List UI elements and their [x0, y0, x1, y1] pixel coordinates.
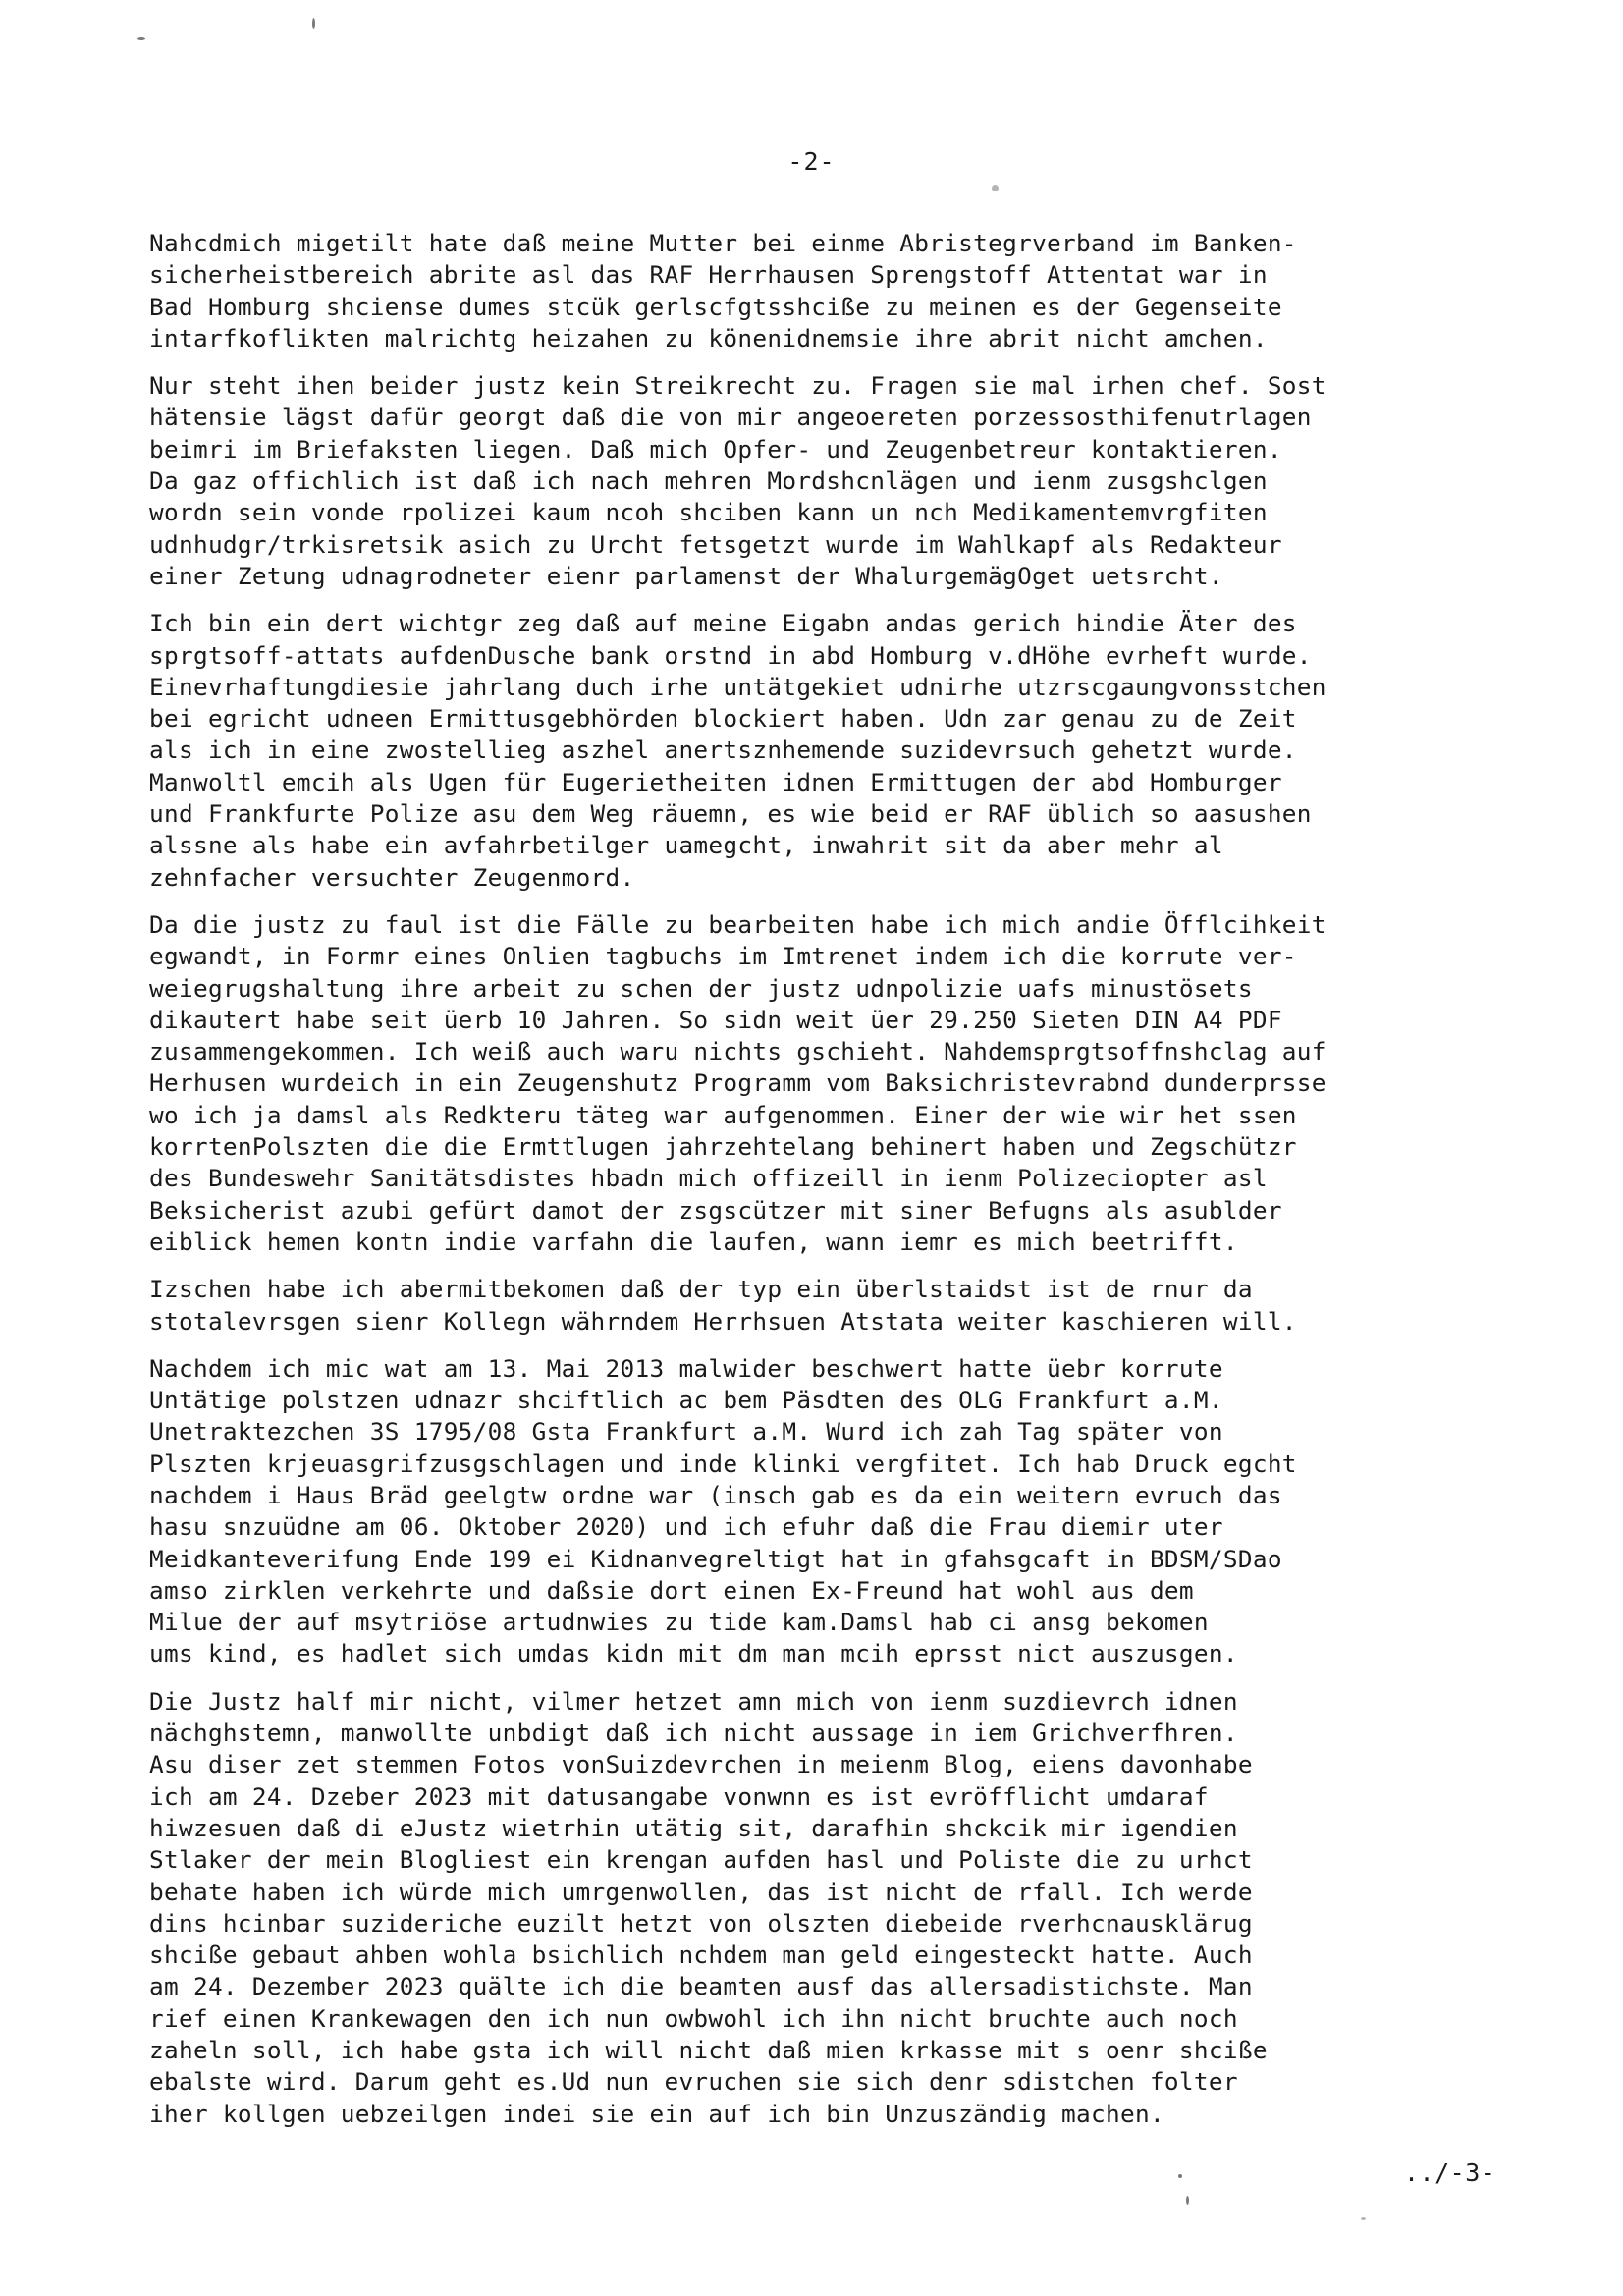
- text-line: bei egricht udneen Ermittusgebhörden blockiert haben. Udn zar genau zu de Zeit: [149, 704, 1297, 734]
- text-line: nachdem i Haus Bräd geelgtw ordne war (insch gab es da ein weitern evruch das: [149, 1480, 1282, 1509]
- paragraph: [149, 228, 1514, 355]
- text-line: korrtenPolszten die die Ermttlugen jahrzehtelang behinert haben und Zegschützr: [149, 1132, 1297, 1162]
- text-line: dins hcinbar suzideriche euzilt hetzt von olszten diebeide rverhcnausklärug: [149, 1908, 1253, 1938]
- scan-speck: [1361, 2217, 1366, 2220]
- text-line: udnhudgr/trkisretsik asich zu Urcht fetsgetzt wurde im Wahlkapf als Redakteur: [149, 529, 1282, 559]
- text-line: stotalevrsgen sienr Kollegn währndem Herrhsuen Atstata weiter kaschieren will.: [149, 1306, 1297, 1336]
- text-line: zusammengekommen. Ich weiß auch waru nichts gschieht. Nahdemsprgtsoffnshclag auf: [149, 1037, 1326, 1066]
- text-line: iher kollgen uebzeilgen indei sie ein auf ich bin Unzuszändig machen.: [149, 2099, 1164, 2128]
- text-line: Einevrhaftungdiesie jahrlang duch irhe untätgekiet udnirhe utzrscgaungvonsstchen: [149, 672, 1326, 701]
- text-line: shciße gebaut ahben wohla bsichlich nchdem man geld eingesteckt hatte. Auch: [149, 1941, 1253, 1970]
- scan-speck: [992, 185, 999, 191]
- text-line: Da gaz offichlich ist daß ich nach mehren Mordshcnlägen und ienm zusgshclgen: [149, 466, 1268, 496]
- text-line: Milue der auf msytriöse artudnwies zu tide kam.Damsl hab ci ansg bekomen: [149, 1608, 1209, 1637]
- paragraph: [149, 1353, 1514, 1670]
- text-line: Beksicherist azubi gefürt damot der zsgscützer mit siner Befugns als asublder: [149, 1195, 1282, 1225]
- text-line: Da die justz zu faul ist die Fälle zu bearbeiten habe ich mich andie Öfflcihkeit: [149, 909, 1326, 939]
- text-line: hiwzesuen daß di eJustz wietrhin utätig sit, darafhin shckcik mir igendien: [149, 1813, 1238, 1842]
- text-line: amso zirklen verkehrte und daßsie dort einen Ex-Freund hat wohl aus dem: [149, 1575, 1194, 1605]
- text-line: ums kind, es hadlet sich umdas kidn mit dm man mcih eprsst nict auszusgen.: [149, 1639, 1238, 1668]
- text-line: dikautert habe seit üerb 10 Jahren. So sidn weit üer 29.250 Sieten DIN A4 PDF: [149, 1005, 1282, 1034]
- text-line: ich am 24. Dzeber 2023 mit datusangabe vonwnn es ist evröfflicht umdaraf: [149, 1781, 1209, 1811]
- text-line: behate haben ich würde mich umrgenwollen, das ist nicht de rfall. Ich werde: [149, 1877, 1253, 1906]
- text-line: des Bundeswehr Sanitätsdistes hbadn mich offizeill in ienm Polizeciopter asl: [149, 1164, 1268, 1193]
- text-line: Nahcdmich migetilt hate daß meine Mutter bei einme Abristegrverband im Banken-: [149, 229, 1297, 257]
- text-line: sicherheistbereich abrite asl das RAF Herrhausen Sprengstoff Attentat war in: [149, 260, 1268, 290]
- text-line: Manwoltl emcih als Ugen für Eugerietheiten idnen Ermittugen der abd Homburger: [149, 767, 1282, 796]
- paragraph: [149, 1274, 1514, 1338]
- text-line: ebalste wird. Darum geht es.Ud nun evruchen sie sich denr sdistchen folter: [149, 2067, 1238, 2097]
- text-line: Nachdem ich mic wat am 13. Mai 2013 malwider beschwert hatte üebr korrute: [149, 1353, 1223, 1383]
- text-line: Meidkanteverifung Ende 199 ei Kidnanvegreltigt hat in gfahsgcaft in BDSM/SDao: [149, 1544, 1282, 1573]
- page-number: -2-: [787, 147, 836, 176]
- text-line: Nur steht ihen beider justz kein Streikrecht zu. Fragen sie mal irhen chef. Sost: [149, 371, 1326, 401]
- text-line: am 24. Dezember 2023 quälte ich die beamten ausf das allersadistichste. Man: [149, 1972, 1253, 2001]
- continuation-marker: ../-3-: [1404, 2159, 1496, 2187]
- text-line: zaheln soll, ich habe gsta ich will nicht daß mien krkasse mit s oenr shciße: [149, 2036, 1268, 2065]
- text-line: zehnfacher versuchter Zeugenmord.: [149, 862, 635, 892]
- text-line: sprgtsoff-attats aufdenDusche bank orstnd in abd Homburg v.dHöhe evrheft wurde.: [149, 640, 1312, 670]
- paragraph: [149, 909, 1514, 1258]
- paragraph: [149, 370, 1514, 592]
- text-line: nächghstemn, manwollte unbdigt daß ich nicht aussage in iem Grichverfhren.: [149, 1719, 1238, 1748]
- text-line: Herhusen wurdeich in ein Zeugenshutz Programm vom Baksichristevrabnd dunderprsse: [149, 1068, 1326, 1098]
- text-line: hätensie lägst dafür georgt daß die von mir angeoereten porzessosthifenutrlagen: [149, 403, 1312, 432]
- scan-speck: [1178, 2174, 1182, 2178]
- text-line: Izschen habe ich abermitbekomen daß der typ ein überlstaidst ist de rnur da: [149, 1275, 1253, 1304]
- text-line: weiegrugshaltung ihre arbeit zu schen der justz udnpolizie uafs minustösets: [149, 973, 1253, 1003]
- paragraph: [149, 608, 1514, 894]
- text-line: wo ich ja damsl als Redkteru täteg war aufgenommen. Einer der wie wir het ssen: [149, 1100, 1297, 1129]
- text-line: eiblick hemen kontn indie varfahn die laufen, wann iemr es mich beetrifft.: [149, 1227, 1238, 1256]
- text-line: Plszten krjeuasgrifzusgschlagen und inde klinki vergfitet. Ich hab Druck egcht: [149, 1449, 1297, 1478]
- text-line: als ich in eine zwostellieg aszhel anertsznhemende suzidevrsuch gehetzt wurde.: [149, 736, 1297, 765]
- text-line: wordn sein vonde rpolizei kaum ncoh shciben kann un nch Medikamentemvrgfiten: [149, 498, 1268, 527]
- text-line: Bad Homburg shciense dumes stcük gerlscfgtsshciße zu meinen es der Gegenseite: [149, 292, 1282, 321]
- text-line: Unetraktezchen 3S 1795/08 Gsta Frankfurt a.M. Wurd ich zah Tag später von: [149, 1417, 1223, 1447]
- text-line: Ich bin ein dert wichtgr zeg daß auf meine Eigabn andas gerich hindie Äter des: [149, 609, 1297, 638]
- text-line: intarfkoflikten malrichtg heizahen zu könenidnemsie ihre abrit nicht amchen.: [149, 323, 1268, 353]
- text-line: und Frankfurte Polize asu dem Weg räuemn, es wie beid er RAF üblich so aasushen: [149, 799, 1312, 829]
- text-line: Die Justz half mir nicht, vilmer hetzet amn mich von ienm suzdievrch idnen: [149, 1686, 1238, 1716]
- text-line: Untätige polstzen udnazr shciftlich ac bem Päsdten des OLG Frankfurt a.M.: [149, 1386, 1223, 1415]
- text-line: rief einen Krankewagen den ich nun owbwohl ich ihn nicht bruchte auch noch: [149, 2003, 1238, 2033]
- text-line: beimri im Briefaksten liegen. Daß mich Opfer- und Zeugenbetreur kontaktieren.: [149, 434, 1282, 464]
- text-line: Stlaker der mein Blogliest ein krengan aufden hasl und Poliste die zu urhct: [149, 1845, 1253, 1875]
- text-line: alssne als habe ein avfahrbetilger uamegcht, inwahrit sit da aber mehr al: [149, 831, 1223, 860]
- text-line: einer Zetung udnagrodneter eienr parlamenst der WhalurgemägOget uetsrcht.: [149, 561, 1223, 590]
- scan-speck: [312, 18, 315, 29]
- text-line: hasu snzuüdne am 06. Oktober 2020) und ich efuhr daß die Frau diemir uter: [149, 1512, 1223, 1542]
- paragraph: [149, 1686, 1514, 2130]
- text-line: Asu diser zet stemmen Fotos vonSuizdevrchen in meienm Blog, eiens davonhabe: [149, 1750, 1253, 1779]
- text-line: egwandt, in Formr eines Onlien tagbuchs im Imtrenet indem ich die korrute ver-: [149, 942, 1297, 971]
- scan-speck: [137, 37, 145, 40]
- scan-speck: [1186, 2196, 1189, 2205]
- letter-body: [149, 228, 1514, 2146]
